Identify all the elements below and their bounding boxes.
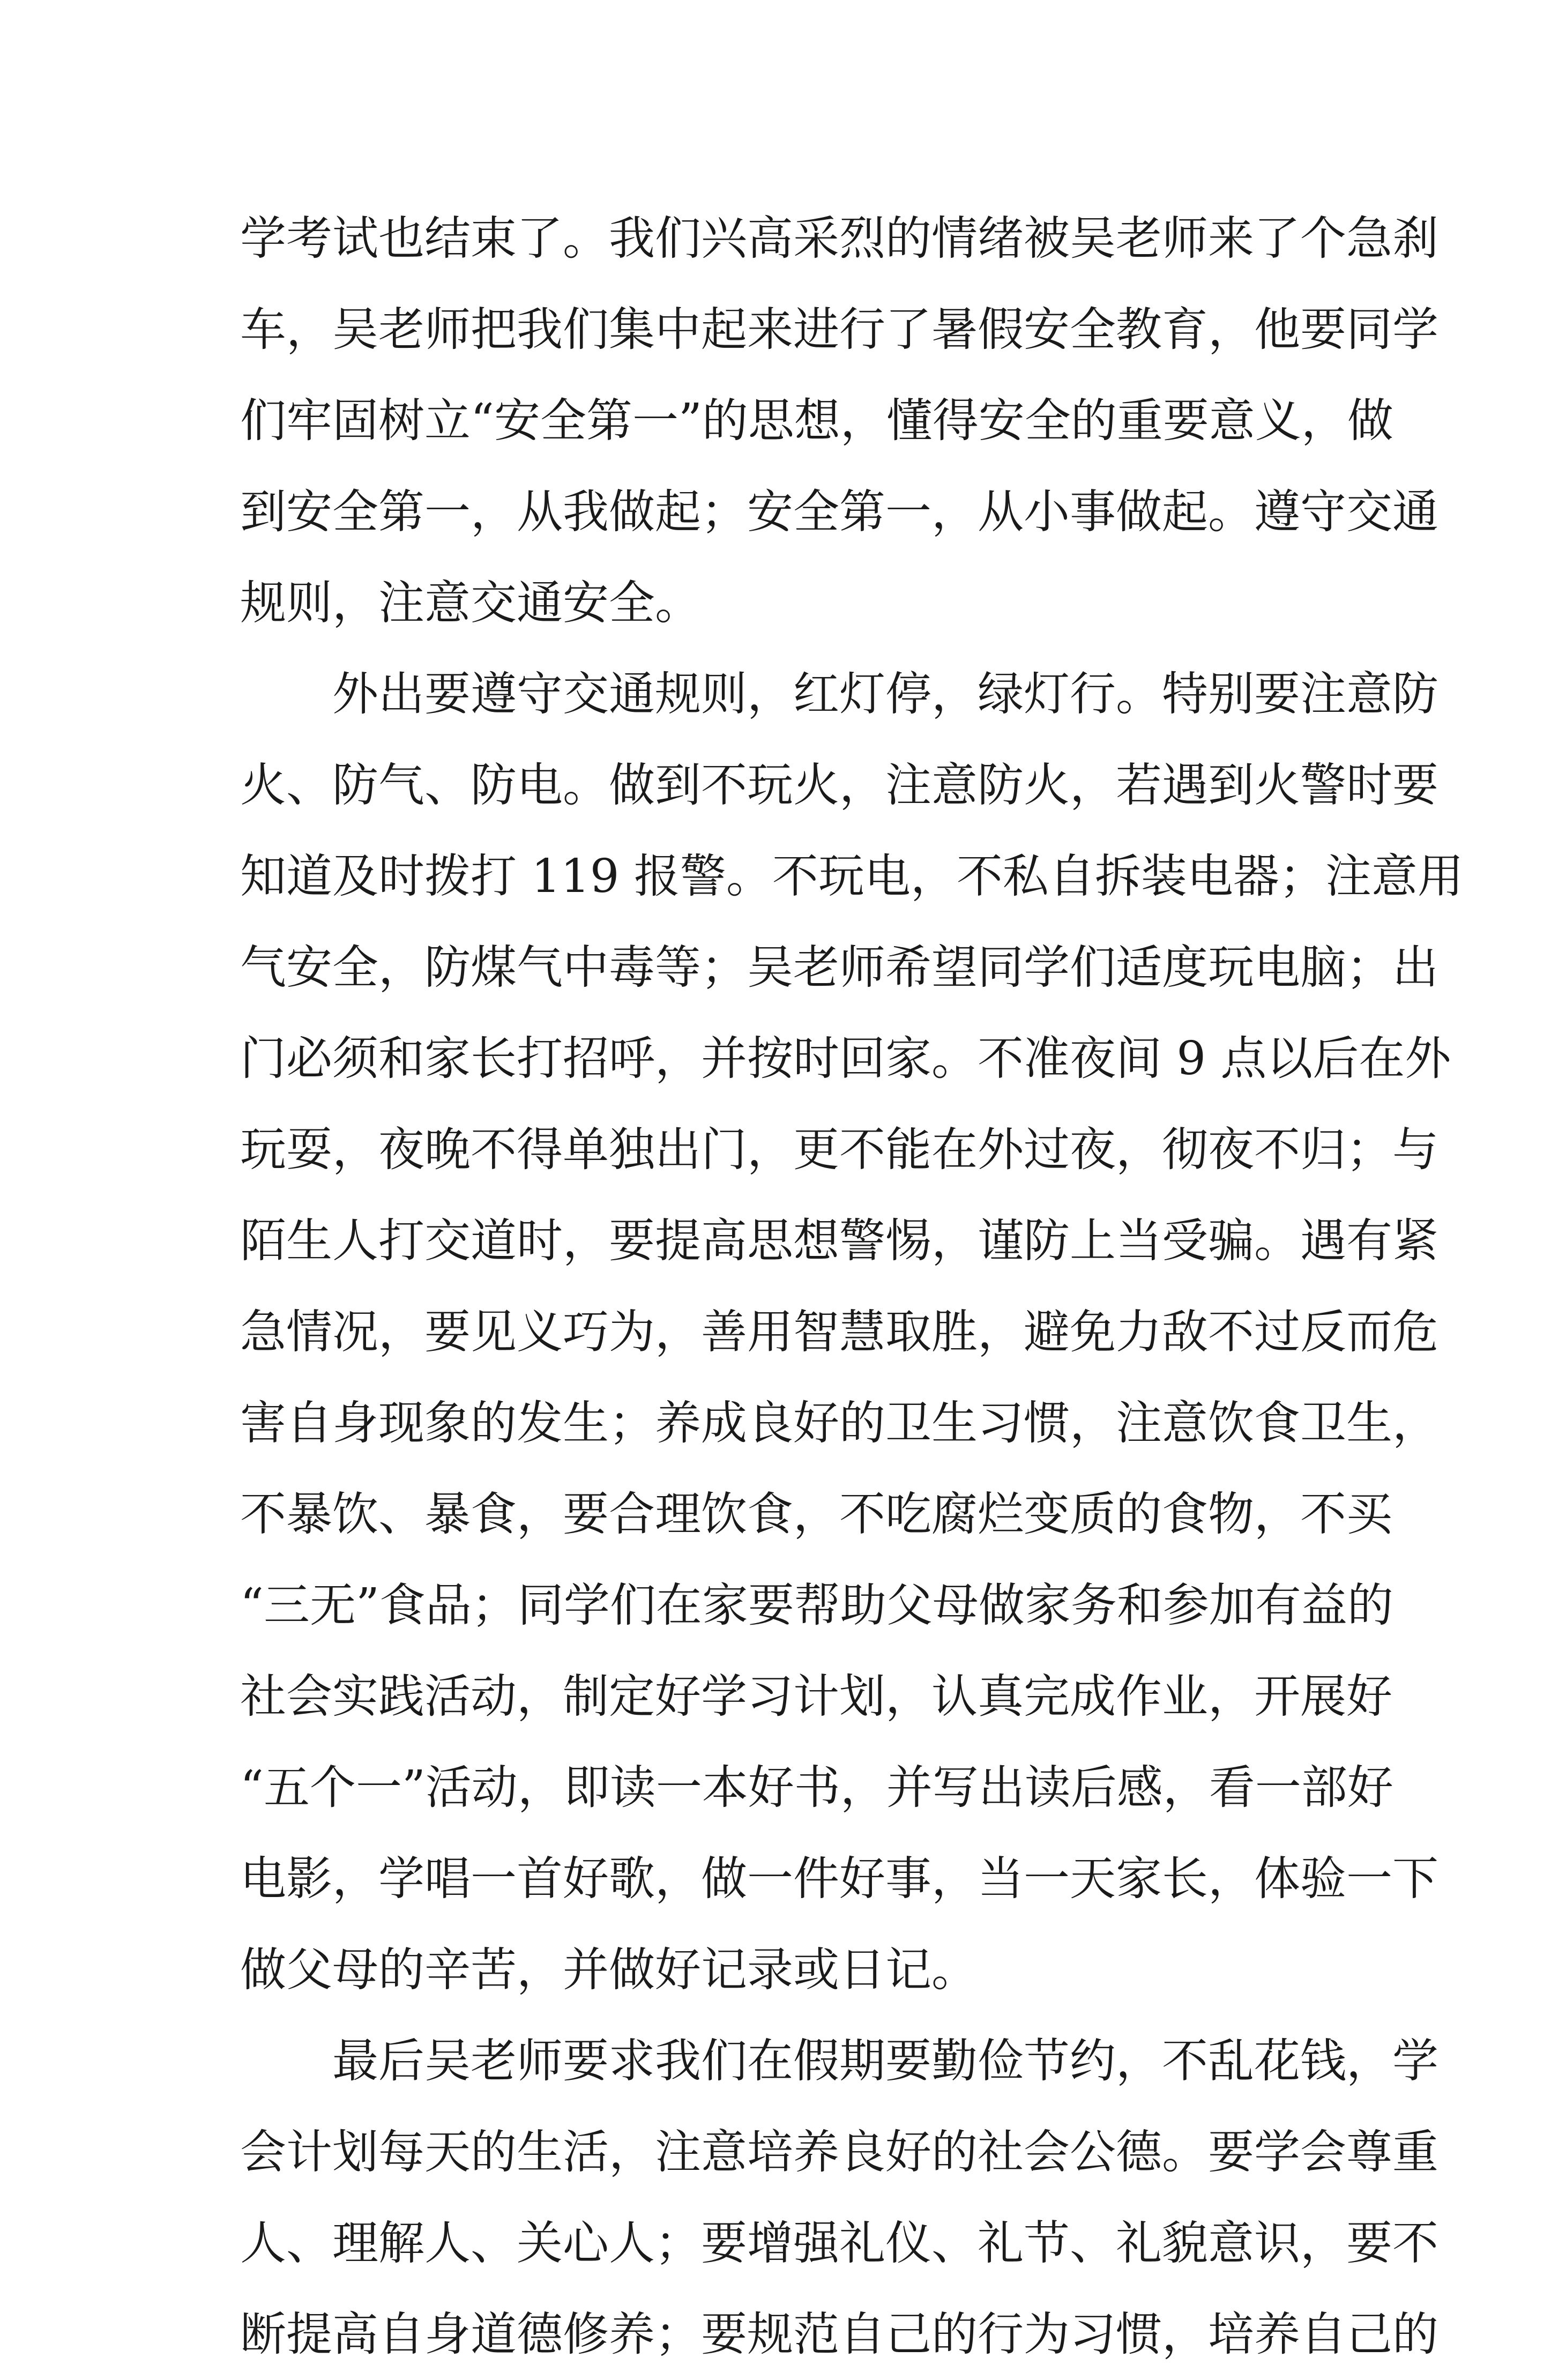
paragraph-3-line-2: 会计划每天的生活，注意培养良好的社会公德。要学会尊重: [240, 2125, 1438, 2179]
paragraph-2-line-5: 门必须和家长打招呼，并按时回家。不准夜间 9 点以后在外: [240, 1032, 1451, 1085]
document-body: [240, 193, 1464, 2380]
paragraph-3-line-1: 最后吴老师要求我们在假期要勤俭节约，不乱花钱，学: [332, 2034, 1438, 2088]
paragraph-2-line-8: 急情况，要见义巧为，善用智慧取胜，避免力敌不过反而危: [240, 1305, 1438, 1359]
paragraph-2-line-7: 陌生人打交道时，要提高思想警惕，谨防上当受骗。遇有紧: [240, 1214, 1438, 1268]
paragraph-1-line-4: 到安全第一，从我做起；安全第一，从小事做起。遵守交通: [240, 485, 1438, 539]
paragraph-2-line-12: 社会实践活动，制定好学习计划，认真完成作业，开展好: [240, 1670, 1392, 1723]
paragraph-3-line-4: 断提高自身道德修养；要规范自己的行为习惯，培养自己的: [240, 2308, 1438, 2361]
paragraph-2-line-10: 不暴饮、暴食，要合理饮食，不吃腐烂变质的食物，不买: [240, 1488, 1392, 1541]
paragraph-2-line-9: 害自身现象的发生；养成良好的卫生习惯，注意饮食卫生，: [240, 1396, 1438, 1450]
paragraph-2-line-2: 火、防气、防电。做到不玩火，注意防火，若遇到火警时要: [240, 758, 1438, 812]
paragraph-1-line-1: 学考试也结束了。我们兴高采烈的情绪被吴老师来了个急刹: [240, 212, 1438, 265]
paragraph-2-line-15: 做父母的辛苦，并做好记录或日记。: [240, 1943, 978, 1997]
paragraph-3-line-3: 人、理解人、关心人；要增强礼仪、礼节、礼貌意识，要不: [240, 2217, 1438, 2270]
paragraph-2-line-3: 知道及时拨打 119 报警。不玩电，不私自拆装电器；注意用: [240, 850, 1464, 903]
paragraph-2-line-4: 气安全，防煤气中毒等；吴老师希望同学们适度玩电脑；出: [240, 941, 1438, 994]
paragraph-1-line-2: 车，吴老师把我们集中起来进行了暑假安全教育，他要同学: [240, 303, 1438, 356]
paragraph-1-line-3: 们牢固树立“安全第一”的思想，懂得安全的重要意义，做: [240, 394, 1393, 448]
paragraph-2-line-1: 外出要遵守交通规则，红灯停，绿灯行。特别要注意防: [332, 667, 1438, 721]
paragraph-2-line-11: “三无”食品；同学们在家要帮助父母做家务和参加有益的: [240, 1579, 1393, 1632]
paragraph-2-line-14: 电影，学唱一首好歌，做一件好事，当一天家长，体验一下: [240, 1852, 1438, 1906]
paragraph-2-line-6: 玩耍，夜晚不得单独出门，更不能在外过夜，彻夜不归；与: [240, 1123, 1438, 1177]
paragraph-1-line-5: 规则，注意交通安全。: [240, 576, 701, 630]
paragraph-2-line-13: “五个一”活动，即读一本好书，并写出读后感，看一部好: [240, 1761, 1393, 1814]
